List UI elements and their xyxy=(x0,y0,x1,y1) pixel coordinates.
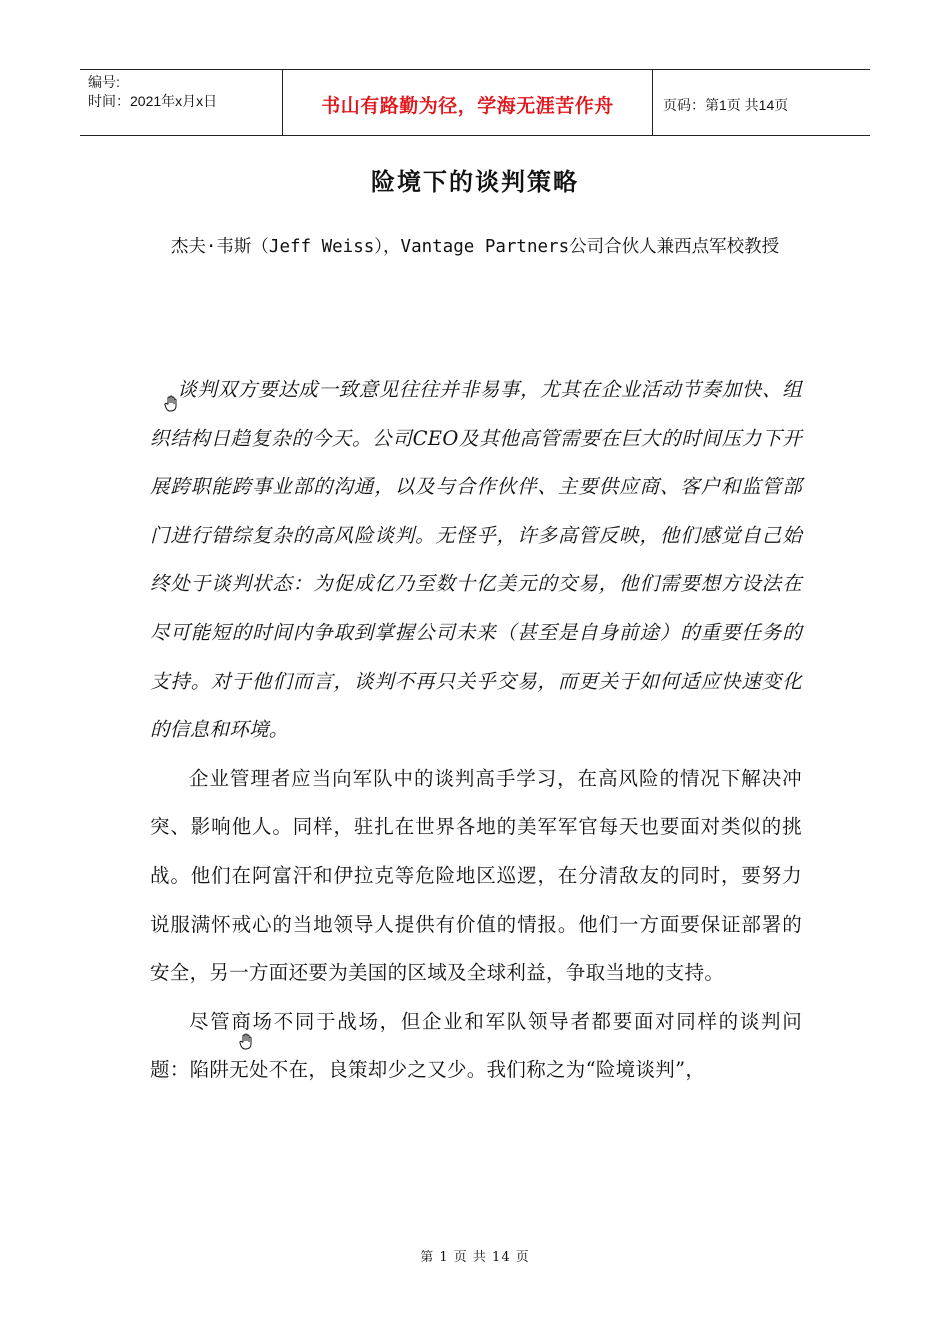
intro-paragraph: 谈判双方要达成一致意见往往并非易事，尤其在企业活动节奏加快、组织结构日趋复杂的今天。公司CEO及其他高管需要在巨大的时间压力下开展跨职能跨事业部的沟通，以及与合作伙伴、主要供应商、客户和监管部门进行错综复杂的高风险谈判。无怪乎，许多高管反映，他们感觉自己始终处于谈判状态：为促成亿乃至数十亿美元的交易，他们需要想方设法在尽可能短的时间内争取到掌握公司未来（甚至是自身前途）的重要任务的支持。对于他们而言，谈判不再只关乎交易，而更关于如何适应快速变化的信息和环境。 xyxy=(150,378,802,742)
document-header xyxy=(80,69,870,136)
article-body xyxy=(150,366,802,1095)
page-info: 页码：第1页 共14页 xyxy=(663,96,789,113)
number-label: 编号: xyxy=(88,74,120,90)
page-footer xyxy=(0,1246,950,1265)
hand-cursor-icon xyxy=(163,395,179,413)
time-label: 时间：2021年x月x日 xyxy=(88,93,218,109)
header-motto-cell xyxy=(282,70,653,135)
body-paragraph: 企业管理者应当向军队中的谈判高手学习，在高风险的情况下解决冲突、影响他人。同样，驻扎在世界各地的美军军官每天也要面对类似的挑战。他们在阿富汗和伊拉克等危险地区巡逻，在分清敌友的同时，要努力说服满怀戒心的当地领导人提供有价值的情报。他们一方面要保证部署的安全，另一方面还要为美国的区域及全球利益，争取当地的支持。 xyxy=(150,766,802,985)
author-line: 杰夫·韦斯（Jeff Weiss），Vantage Partners公司合伙人兼西点军校教授 xyxy=(170,237,780,257)
hand-cursor-icon xyxy=(238,1033,254,1051)
header-meta-cell xyxy=(80,70,282,135)
footer-page-number: 第 1 页 共 14 页 xyxy=(420,1250,530,1265)
body-paragraph: 尽管商场不同于战场，但企业和军队领导者都要面对同样的谈判问题：陷阱无处不在，良策却少之又少。我们称之为“险境谈判”， xyxy=(150,1009,802,1082)
header-page-cell xyxy=(653,70,870,135)
page-title: 险境下的谈判策略 xyxy=(371,167,579,196)
motto-text: 书山有路勤为径，学海无涯苦作舟 xyxy=(321,95,614,117)
